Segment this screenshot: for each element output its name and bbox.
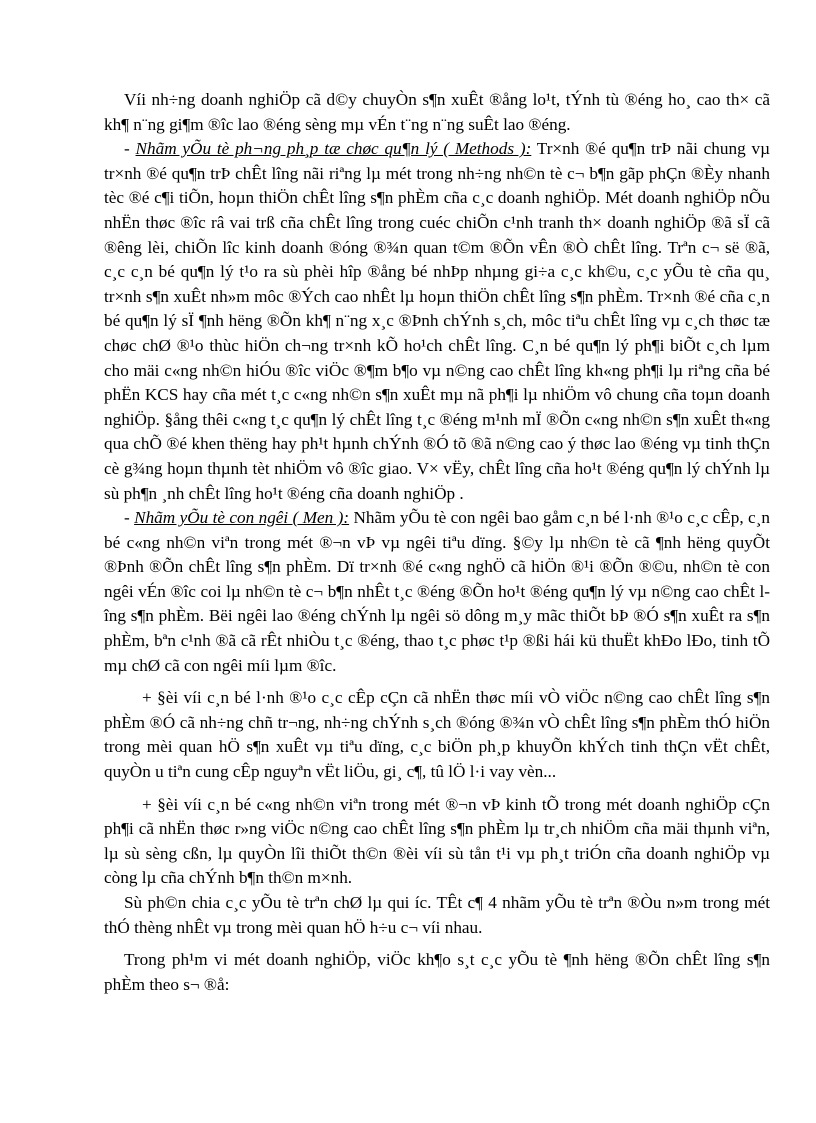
- paragraph-leaders: + §èi víi c¸n bé l·nh ®¹o c¸c cÊp cÇn cã nhËn thøc míi vÒ viÖc n©ng cao chÊt lîng s¶n phÈm ®Ó cã nh÷ng chñ tr¬ng, nh÷ng chÝnh s¸ch ®óng ®¾n vÒ chÊt lîng s¶n phÈm thÓ hiÖn trong mèi quan hÖ s¶n xuÊt vµ tiªu dïng, c¸c biÖn ph¸p khuyÕn khÝch tinh thÇn vËt chÊt, quyÒn u tiªn cung cÊp nguyªn vËt liÖu, gi¸ c¶, tû lÖ l·i vay vèn...: [104, 688, 770, 782]
- paragraph-1: Víi nh÷ng doanh nghiÖp cã d©y chuyÒn s¶n xuÊt ®ång lo¹t, tÝnh tù ®éng ho¸ cao th× cã kh¶ n¨ng gi¶m ®îc lao ®éng sèng mµ vÉn t¨ng n¨ng suÊt lao ®éng.: [104, 90, 770, 134]
- document-page: [104, 88, 770, 997]
- paragraph-conclusion: Sù ph©n chia c¸c yÕu tè trªn chØ lµ qui íc. TÊt c¶ 4 nhãm yÕu tè trªn ®Òu n»m trong mét thÓ thèng nhÊt vµ trong mèi quan hÖ h÷u c¬ víi nhau.: [104, 893, 770, 937]
- paragraph-workers: + §èi víi c¸n bé c«ng nh©n viªn trong mét ®¬n vÞ kinh tÕ trong mét doanh nghiÖp cÇn ph¶i cã nhËn thøc r»ng viÖc n©ng cao chÊt lîng s¶n phÈm lµ tr¸ch nhiÖm cña mäi thµnh viªn, lµ sù sèng cßn, lµ quyÒn lîi thiÕt th©n ®èi víi sù tån t¹i vµ ph¸t triÓn cña doanh nghiÖp vµ còng lµ cña chÝnh b¶n th©n m×nh.: [104, 794, 770, 888]
- heading-men: Nhãm yÕu tè con ngêi ( Men ):: [134, 508, 350, 528]
- dash-marker: -: [124, 508, 135, 528]
- paragraph-men-body: Nhãm yÕu tè con ngêi bao gåm c¸n bé l·nh ®¹o c¸c cÊp, c¸n bé c«ng nh©n viªn trong mét ®¬n vÞ vµ ngêi tiªu dïng. §©y lµ nh©n tè cã ¶nh hëng quyÕt ®Þnh ®Õn chÊt lîng s¶n phÈm. Dï tr×nh ®é c«ng nghÖ cã hiÖn ®¹i ®Õn ®©u, nh©n tè con ngêi vÉn ®îc coi lµ nh©n tè c¬ b¶n nhÊt t¸c ®éng ®Õn ho¹t ®éng qu¶n lý vµ n©ng cao chÊt lîng s¶n phÈm. Bëi ngêi lao ®éng chÝnh lµ ngêi sö dông m¸y mãc thiÕt bÞ ®Ó s¶n xuÊt ra s¶n phÈm, bªn c¹nh ®ã cã rÊt nhiÒu t¸c ®éng, thao t¸c phøc t¹p ®ßi hái kü thuËt khÐo lÐo, tinh tÕ mµ chØ cã con ngêi míi lµm ®îc.: [104, 508, 770, 675]
- heading-methods: Nhãm yÕu tè ph¬ng ph¸p tæ chøc qu¶n lý ( Methods ):: [135, 139, 532, 159]
- dash-marker: -: [124, 139, 136, 159]
- paragraph-scope: Trong ph¹m vi mét doanh nghiÖp, viÖc kh¶o s¸t c¸c yÕu tè ¶nh hëng ®Õn chÊt lîng s¶n phÈm theo s¬ ®å:: [104, 950, 770, 994]
- paragraph-men: [104, 506, 770, 678]
- paragraph-methods-body: Tr×nh ®é qu¶n trÞ nãi chung vµ tr×nh ®é qu¶n trÞ chÊt lîng nãi riªng lµ mét trong nh÷ng nh©n tè c¬ b¶n gãp phÇn ®Èy nhanh tèc ®é c¶i tiÕn, hoµn thiÖn chÊt lîng s¶n phÈm cña c¸c doanh nghiÖp. Mét doanh nghiÖp nÕu nhËn thøc ®îc râ vai trß cña chÊt lîng trong cuéc chiÕn c¹nh tranh th× doanh nghiÖp ®ã sÏ cã ®êng lèi, chiÕn lîc kinh doanh ®óng ®¾n quan t©m ®Õn vÊn ®Ò chÊt lîng. Trªn c¬ së ®ã, c¸c c¸n bé qu¶n lý t¹o ra sù phèi hîp ®ång bé nhÞp nhµng gi÷a c¸c kh©u, c¸c yÕu tè cña qu¸ tr×nh s¶n xuÊt nh»m môc ®Ých cao nhÊt lµ hoµn thiÖn chÊt lîng s¶n phÈm. Tr×nh ®é cña c¸n bé qu¶n lý sÏ ¶nh hëng ®Õn kh¶ n¨ng x¸c ®Þnh chÝnh s¸ch, môc tiªu chÊt lîng vµ c¸ch thøc tæ chøc chØ ®¹o thùc hiÖn ch¬ng tr×nh kÕ ho¹ch chÊt lîng. C¸n bé qu¶n lý ph¶i biÕt c¸ch lµm cho mäi c«ng nh©n hiÓu ®îc viÖc ®¶m b¶o vµ n©ng cao chÊt lîng kh«ng ph¶i lµ riªng cña bé phËn KCS hay cña mét t¸c c«ng nh©n s¶n xuÊt mµ nã ph¶i lµ nhiÖm vô chung cña toµn doanh nghiÖp. §ång thêi c«ng t¸c qu¶n lý chÊt lîng t¸c ®éng m¹nh mÏ ®Õn c«ng nh©n s¶n xuÊt th«ng qua chÕ ®é khen thëng hay ph¹t hµnh chÝnh ®Ó tõ ®ã n©ng cao ý thøc lao ®éng vµ tinh thÇn cè g¾ng hoµn thµnh tèt nhiÖm vô ®îc giao. V× vËy, chÊt lîng cña ho¹t ®éng qu¶n lý chÝnh lµ sù ph¶n ¸nh chÊt lîng ho¹t ®éng cña doanh nghiÖp .: [104, 139, 770, 503]
- paragraph-methods: [104, 137, 770, 506]
